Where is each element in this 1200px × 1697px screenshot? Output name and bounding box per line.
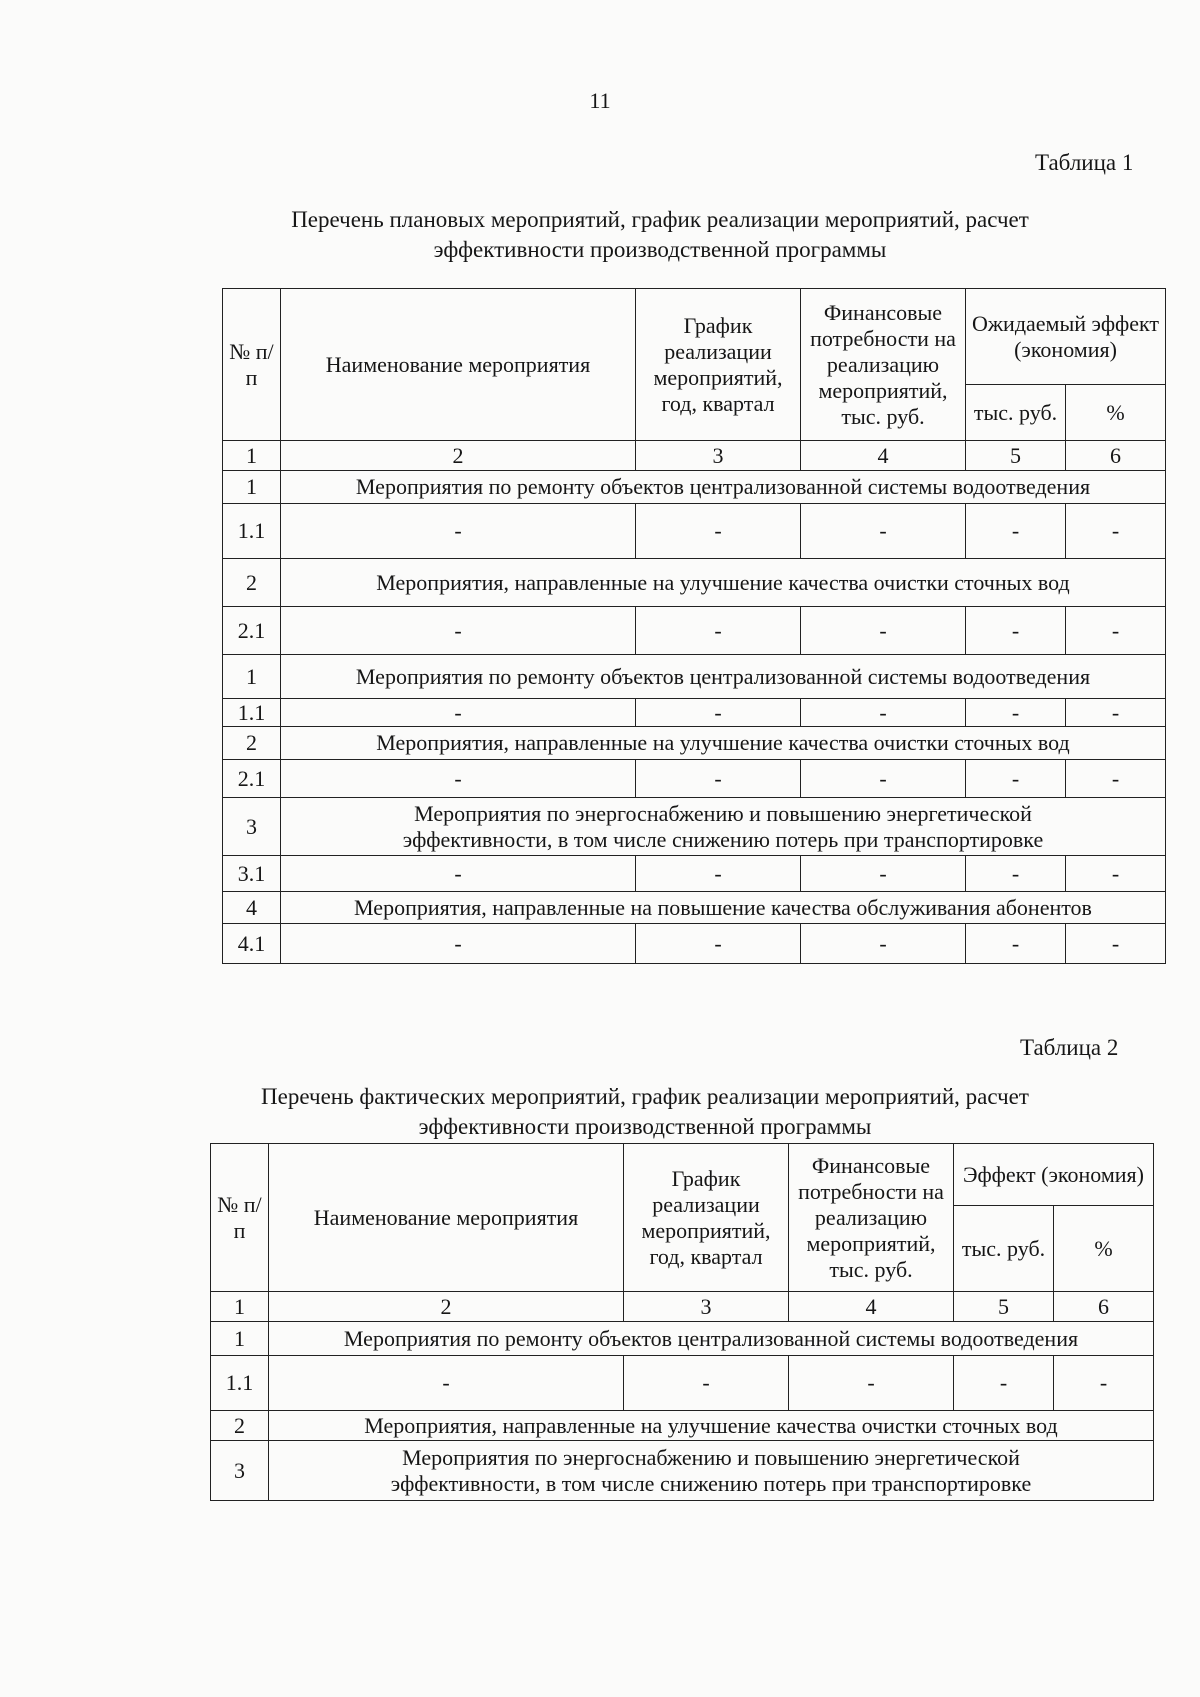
- effect-pct-cell: -: [1066, 760, 1166, 798]
- table-row: [223, 856, 1166, 892]
- section-row: [223, 798, 1166, 856]
- finance-cell: -: [801, 699, 966, 727]
- header-schedule: График реализации мероприятий, год, квартал: [624, 1144, 789, 1292]
- effect-rub-cell: -: [966, 760, 1066, 798]
- name-cell: -: [281, 504, 636, 559]
- column-number: 1: [223, 441, 281, 471]
- table2: [210, 1143, 1154, 1501]
- header-name: Наименование мероприятия: [281, 289, 636, 441]
- header-effect: Эффект (экономия): [954, 1144, 1154, 1206]
- name-cell: -: [281, 607, 636, 655]
- section-title: Мероприятия, направленные на улучшение качества очистки сточных вод: [281, 559, 1166, 607]
- row-number: 1.1: [223, 699, 281, 727]
- header-effect-rub: тыс. руб.: [966, 385, 1066, 441]
- finance-cell: -: [801, 607, 966, 655]
- row-number: 4.1: [223, 924, 281, 964]
- schedule-cell: -: [636, 856, 801, 892]
- section-row: [211, 1441, 1154, 1501]
- table1-caption: Таблица 1: [1035, 150, 1134, 175]
- schedule-cell: -: [636, 504, 801, 559]
- row-number: 3.1: [223, 856, 281, 892]
- table-row: [223, 504, 1166, 559]
- effect-rub-cell: -: [966, 856, 1066, 892]
- effect-pct-cell: -: [1054, 1356, 1154, 1411]
- table2-title-line1: Перечень фактических мероприятий, график реализации мероприятий, расчет: [261, 1084, 1029, 1109]
- section-title: Мероприятия, направленные на улучшение качества очистки сточных вод: [281, 727, 1166, 760]
- table1-title-line1: Перечень плановых мероприятий, график реализации мероприятий, расчет: [291, 207, 1029, 232]
- row-number: 1: [223, 471, 281, 504]
- header-num: № п/ п: [211, 1144, 269, 1292]
- header-effect-pct: %: [1066, 385, 1166, 441]
- column-number: 6: [1066, 441, 1166, 471]
- effect-pct-cell: -: [1066, 607, 1166, 655]
- row-number: 1.1: [223, 504, 281, 559]
- name-cell: -: [281, 760, 636, 798]
- column-numbers-row: [223, 441, 1166, 471]
- row-number: 2.1: [223, 607, 281, 655]
- column-number: 6: [1054, 1292, 1154, 1322]
- schedule-cell: -: [624, 1356, 789, 1411]
- row-number: 2.1: [223, 760, 281, 798]
- table1: [222, 288, 1166, 964]
- table-row: [211, 1356, 1154, 1411]
- effect-rub-cell: -: [966, 504, 1066, 559]
- table2-title-line2: эффективности производственной программы: [418, 1114, 872, 1139]
- section-title: Мероприятия по ремонту объектов централизованной системы водоотведения: [269, 1322, 1154, 1356]
- section-row: [223, 655, 1166, 699]
- name-cell: -: [281, 699, 636, 727]
- row-number: 3: [223, 798, 281, 856]
- effect-pct-cell: -: [1066, 856, 1166, 892]
- header-name: Наименование мероприятия: [269, 1144, 624, 1292]
- column-number: 1: [211, 1292, 269, 1322]
- section-row: [211, 1411, 1154, 1441]
- row-number: 2: [223, 559, 281, 607]
- row-number: 1: [211, 1322, 269, 1356]
- page-number: 11: [589, 88, 611, 113]
- table2-caption: Таблица 2: [1020, 1035, 1119, 1060]
- section-row: [223, 892, 1166, 924]
- table-row: [223, 924, 1166, 964]
- header-effect-rub: тыс. руб.: [954, 1206, 1054, 1292]
- column-number: 3: [636, 441, 801, 471]
- column-number: 4: [789, 1292, 954, 1322]
- table1-title: [220, 205, 1100, 265]
- table2-title: [205, 1082, 1085, 1142]
- name-cell: -: [281, 856, 636, 892]
- section-title: Мероприятия по энергоснабжению и повышению энергетической эффективности, в том числе снижению потерь при транспортировке: [269, 1441, 1154, 1501]
- schedule-cell: -: [636, 760, 801, 798]
- effect-pct-cell: -: [1066, 504, 1166, 559]
- header-effect: Ожидаемый эффект (экономия): [966, 289, 1166, 385]
- header-effect-pct: %: [1054, 1206, 1154, 1292]
- table-row: [223, 699, 1166, 727]
- table-row: [223, 760, 1166, 798]
- section-row: [223, 471, 1166, 504]
- header-num: № п/ п: [223, 289, 281, 441]
- header-schedule: График реализации мероприятий, год, квартал: [636, 289, 801, 441]
- row-number: 3: [211, 1441, 269, 1501]
- name-cell: -: [269, 1356, 624, 1411]
- effect-pct-cell: -: [1066, 699, 1166, 727]
- effect-rub-cell: -: [966, 924, 1066, 964]
- finance-cell: -: [801, 856, 966, 892]
- section-row: [223, 559, 1166, 607]
- column-number: 2: [281, 441, 636, 471]
- section-title: Мероприятия, направленные на повышение качества обслуживания абонентов: [281, 892, 1166, 924]
- section-title: Мероприятия по энергоснабжению и повышению энергетической эффективности, в том числе снижению потерь при транспортировке: [281, 798, 1166, 856]
- effect-rub-cell: -: [966, 699, 1066, 727]
- section-row: [211, 1322, 1154, 1356]
- table-row: [223, 607, 1166, 655]
- header-finance: Финансовые потребности на реализацию мероприятий, тыс. руб.: [789, 1144, 954, 1292]
- effect-pct-cell: -: [1066, 924, 1166, 964]
- row-number: 1: [223, 655, 281, 699]
- column-number: 3: [624, 1292, 789, 1322]
- row-number: 2: [223, 727, 281, 760]
- name-cell: -: [281, 924, 636, 964]
- row-number: 1.1: [211, 1356, 269, 1411]
- table1-title-line2: эффективности производственной программы: [433, 237, 887, 262]
- schedule-cell: -: [636, 607, 801, 655]
- column-numbers-row: [211, 1292, 1154, 1322]
- finance-cell: -: [801, 504, 966, 559]
- section-title: Мероприятия по ремонту объектов централизованной системы водоотведения: [281, 471, 1166, 504]
- column-number: 5: [966, 441, 1066, 471]
- finance-cell: -: [801, 760, 966, 798]
- row-number: 4: [223, 892, 281, 924]
- header-finance: Финансовые потребности на реализацию мероприятий, тыс. руб.: [801, 289, 966, 441]
- column-number: 5: [954, 1292, 1054, 1322]
- finance-cell: -: [801, 924, 966, 964]
- section-title: Мероприятия по ремонту объектов централизованной системы водоотведения: [281, 655, 1166, 699]
- row-number: 2: [211, 1411, 269, 1441]
- effect-rub-cell: -: [954, 1356, 1054, 1411]
- schedule-cell: -: [636, 924, 801, 964]
- section-title: Мероприятия, направленные на улучшение качества очистки сточных вод: [269, 1411, 1154, 1441]
- column-number: 2: [269, 1292, 624, 1322]
- schedule-cell: -: [636, 699, 801, 727]
- column-number: 4: [801, 441, 966, 471]
- finance-cell: -: [789, 1356, 954, 1411]
- effect-rub-cell: -: [966, 607, 1066, 655]
- section-row: [223, 727, 1166, 760]
